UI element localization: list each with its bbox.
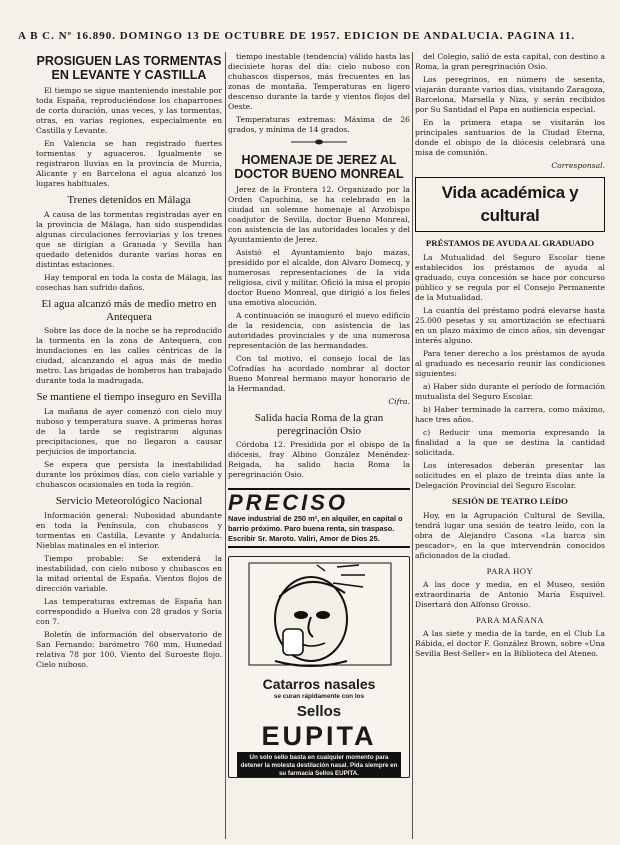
headline-sevilla-weather: Se mantiene el tiempo inseguro en Sevilla [36,391,222,404]
paragraph: A las siete y media de la tarde, en el Club La Rábida, el doctor F. González Brown, sobre «Una Sevilla Best-Seller» en la Biblioteca del Ateneo. [415,629,605,659]
paragraph: Boletín de información del observatorio de San Fernando: barómetro 760 mm. Humedad relativa 78 por 100. Viento del Suroeste flojo. Cielo nuboso. [36,629,222,669]
paragraph: Sobre las doce de la noche se ha reproducido la tormenta en la zona de Antequera, con inundaciones en las calles céntricas de la ciudad, alcanzando el agua más de medio metro. Las brigadas de bomberos han trabajado durante toda la madrugada. [36,326,222,386]
paragraph: Hay temporal en toda la costa de Málaga, las cosechas han sufrido daños. [36,272,222,292]
paragraph: En la primera etapa se visitarán los principales santuarios de la Ciudad Eterna, donde el obispo de la diócesis celebrará una misa de comunión. [415,118,605,158]
paragraph: A continuación se inauguró el nuevo edificio de la residencia, con asistencia de las autoridades provinciales y de una numerosa representación de las hermandades. [228,310,410,350]
headline-homenaje: HOMENAJE DE JEREZ AL DOCTOR BUENO MONREAL [234,152,404,181]
paragraph: a) Haber sido durante el período de formación mutualista del Seguro Escolar. [415,381,605,401]
ad-product-line: Sellos [296,703,342,721]
paragraph: Los peregrinos, en número de sesenta, viajarán durante varios días, visitando Zaragoza, Barcelona, Marsella y Niza, y serán recibidos por Su Santidad el Papa en audiencia especial. [415,75,605,115]
paragraph: Hoy, en la Agrupación Cultural de Sevilla, tendrá lugar una sesión de teatro leído, con la obra de Alejandro Casona «La barca sin pescador», en la que intervendrán conocidos aficionados de la ciudad. [415,510,605,560]
section-banner-cultural: Vida académica y cultural [415,177,605,232]
ad-headline: Catarros nasales [262,676,376,693]
paragraph: Jerez de la Frontera 12. Organizado por la Orden Capuchina, se ha celebrado en la ciudad un solemne homenaje al Arzobispo coadjutor de Sevilla, doctor Bueno Monreal, con asistencia de las autoridades locales y del Ayuntamiento de Jerez. [228,184,410,244]
eupita-advertisement [228,556,410,778]
page-header: A B C. Nº 16.890. DOMINGO 13 DE OCTUBRE DE 1957. EDICION DE ANDALUCIA. PAGINA 11. [18,30,576,42]
paragraph: En Valencia se han registrado fuertes tormentas y aguaceros. Igualmente se registraron lluvias en la provincia de Murcia, Alicante y en Barcelona el agua alcanzó los lugares habituales. [36,139,222,189]
ad-footer: Un solo sello basta en cualquier momento para detener la molesta destilación nasal. Pida siempre en su farmacia Sellos EUPITA. [237,752,401,778]
headline-antequera: El agua alcanzó más de medio metro en Antequera [41,297,217,323]
paragraph: tiempo inestable (tendencia) válido hasta las diecisiete horas del día: cielo nuboso con chubascos dispersos, más frecuentes en las zonas de montaña. Temperaturas en ligero descenso durante la tarde y vientos flojos del Oeste. [228,52,410,112]
paragraph: Para tener derecho a los préstamos de ayuda al graduado es necesario reunir las condiciones siguientes: [415,348,605,378]
signature: Cifra. [388,396,410,406]
paragraph: A causa de las tormentas registradas ayer en la provincia de Málaga, han sido suspendidas algunas circulaciones ferroviarias y los trenes que se dirigían a Granada y Sevilla han quedado detenidos durante varias horas en distintas estaciones. [36,209,222,269]
classified-ad-text: Nave industrial de 250 m², en alquiler, en capital o barrio próximo. Paro buena renta, sin traspaso. Escribir Sr. Maroto. Valiri, Amor de Dios 25. [228,514,403,543]
paragraph: Las temperaturas extremas de España han correspondido a Huelva con 28 grados y Soria con 7. [36,596,222,626]
paragraph: La mañana de ayer comenzó con cielo muy nuboso y temperatura suave. A primeras horas de la tarde se registraron algunas precipitaciones, que no llegaron a causar perjuicios de importancia. [36,406,222,456]
paragraph: Córdoba 12. Presidida por el obispo de la diócesis, fray Albino González Menéndez-Reigada, ha salido hacia Roma la peregrinación Osio. [228,440,410,480]
headline-osio: Salida hacia Roma de la gran peregrinación Osio [254,412,384,437]
ornament-divider [228,138,410,150]
paragraph: Se espera que persista la inestabilidad durante los próximos días, con cielo variable y chubascos ocasionales en toda la región. [36,460,222,490]
ad-brand: EUPITA [261,721,377,752]
paragraph: El tiempo se sigue manteniendo inestable por toda España, reproduciéndose los chaparrones de corta duración, unas veces, y las tormentas, otras, en varias regiones, especialmente en Castilla y Levante. [36,86,222,136]
column-rule [412,52,413,839]
headline-para-hoy: PARA HOY [486,565,534,576]
paragraph: Con tal motivo, el consejo local de las Cofradías ha acordado nombrar al doctor Bueno Monreal hermano mayor honorario de la Hermandad. [228,353,410,393]
paragraph: La cuantía del préstamo podrá elevarse hasta 25.000 pesetas y su amortización se efectuará en un plazo máximo de cinco años, sin devengar interés alguno. [415,305,605,345]
headline-storms: PROSIGUEN LAS TORMENTAS EN LEVANTE Y CASTILLA [36,54,222,82]
classified-ad-title: PRECISO [228,490,349,516]
paragraph: Los interesados deberán presentar las solicitudes en el plazo de treinta días ante la Delegación Provincial del Seguro Escolar. [415,460,605,490]
paragraph: La Mutualidad del Seguro Escolar tiene establecidos los préstamos de ayuda al graduado, cuya concesión se hace por concurso público y se regula por el Consejo Permanente de la Mutualidad. [415,252,605,302]
paragraph: c) Reducir una memoria expresando la finalidad a la que se destina la cantidad solicitada. [415,427,605,457]
column-rule [225,52,226,839]
signature: Corresponsal. [551,161,605,171]
paragraph: Tiempo probable: Se extenderá la inestabilidad, con cielo nuboso y chubascos en la mitad oriental de España. Vientos flojos de dirección variable. [36,553,222,593]
headline-prestamos: PRÉSTAMOS DE AYUDA AL GRADUADO [425,238,595,249]
ad-subline: se curan rápidamente con los [273,693,365,701]
paragraph: A las doce y media, en el Museo, sesión extraordinaria de Antonio María Esquivel. Disertará don Alfonso Grosso. [415,580,605,610]
paragraph: del Colegio, salió de esta capital, con destino a Roma, la gran peregrinación Osio. [415,52,605,72]
headline-para-manana: PARA MAÑANA [476,615,544,626]
paragraph: b) Haber terminado la carrera, como máximo, hace tres años. [415,404,605,424]
paragraph: Información general: Nubosidad abundante en toda la Península, con chubascos y tormentas en Castilla, Levante y Andalucía. Nieblas matinales en el interior. [36,510,222,550]
headline-trains-malaga: Trenes detenidos en Málaga [67,194,191,207]
paragraph: Asistió el Ayuntamiento bajo mazas, presidido por el alcalde, don Alvaro Domecq, y numerosas representaciones de la vida religiosa, civil y militar. Ofició la misa el propio doctor Bueno Monreal, que dirigió a los fieles una emotiva alocución. [228,247,410,307]
column-2 [228,52,410,839]
paragraph: Temperaturas extremas: Máxima de 26 grados, y mínima de 14 grados. [228,115,410,135]
column-1 [36,52,222,839]
column-3 [415,52,605,839]
classified-ad [228,488,410,548]
headline-teatro: SESIÓN DE TEATRO LEÍDO [452,496,568,506]
headline-weather-service: Servicio Meteorológico Nacional [55,495,203,508]
